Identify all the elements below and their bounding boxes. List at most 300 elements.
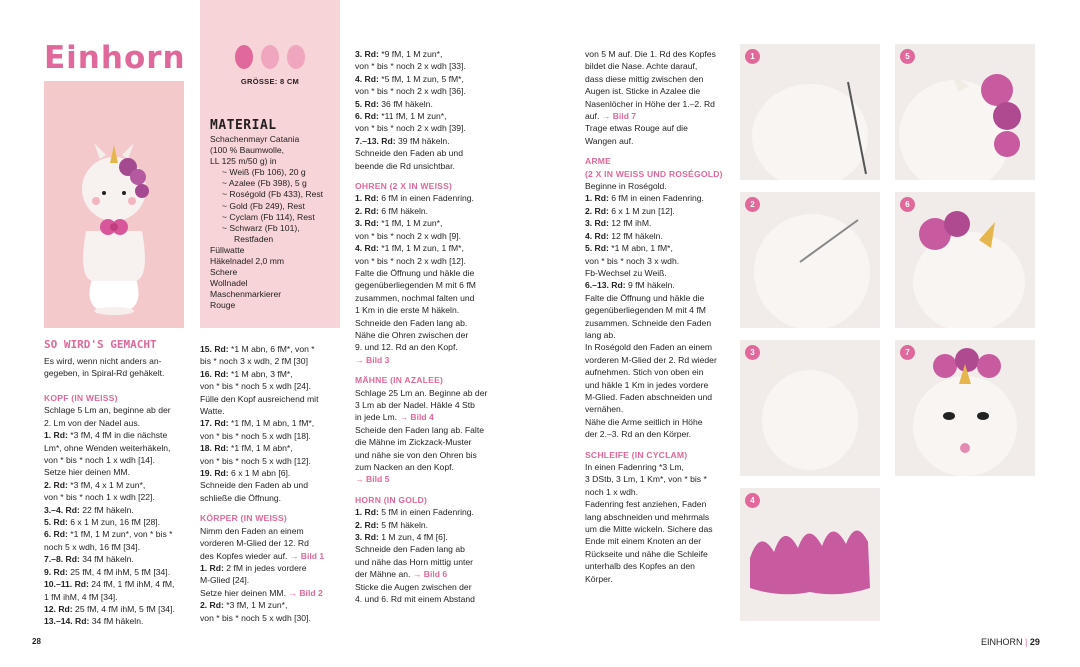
instruction-text: 6 fM in einen Fadenring. xyxy=(608,193,704,204)
step-badge: 2 xyxy=(745,197,760,212)
instruction-text: 6 x 1 M abn [6]. xyxy=(228,468,291,479)
instruction-text: Wangen auf. xyxy=(585,135,634,146)
unicorn-photo xyxy=(44,81,184,328)
instruction-text: der Mähne an. xyxy=(355,569,411,580)
instruction-text: 39 fM häkeln. xyxy=(395,135,450,146)
instruction-line xyxy=(585,279,730,291)
instruction-line xyxy=(44,566,194,578)
instruction-text: auf. xyxy=(585,111,600,122)
round-label: 1. Rd: xyxy=(200,562,224,573)
instruction-text: 1 M zun, 4 fM [6]. xyxy=(378,532,448,543)
instruction-line xyxy=(585,60,730,72)
instruction-line xyxy=(355,267,500,279)
instruction-text: Trage etwas Rouge auf die xyxy=(585,123,688,134)
instruction-text: Watte. xyxy=(200,406,225,417)
instruction-line xyxy=(585,535,730,547)
instruction-text: M-Glied [24]. xyxy=(200,575,250,586)
spacer xyxy=(355,486,500,494)
instruction-line xyxy=(585,329,730,341)
instruction-line xyxy=(355,341,500,353)
instruction-line xyxy=(585,379,730,391)
instruction-text: Nähe die Ohren zwischen der xyxy=(355,329,469,340)
instruction-text: die Mähne im Zickzack-Muster xyxy=(355,437,472,448)
instruction-line xyxy=(355,593,500,605)
image-reference: → Bild 3 xyxy=(355,354,390,365)
instruction-line xyxy=(355,399,500,411)
round-label: 5. Rd: xyxy=(585,243,609,254)
instruction-line xyxy=(44,442,194,454)
instruction-text: von * bis * noch 3 x wdh. xyxy=(585,255,680,266)
instruction-line xyxy=(355,581,500,593)
instruction-line xyxy=(355,304,500,316)
instructions-intro xyxy=(44,355,192,380)
instruction-line xyxy=(585,498,730,510)
instruction-line xyxy=(355,192,500,204)
instruction-line xyxy=(200,525,340,537)
spacer xyxy=(200,504,340,512)
instruction-line xyxy=(585,192,730,204)
step-badge: 3 xyxy=(745,345,760,360)
instruction-line xyxy=(355,73,500,85)
instruction-text: Fadenring fest anziehen, Faden xyxy=(585,499,707,510)
instruction-line xyxy=(355,85,500,97)
instruction-text: noch 1 x wdh. xyxy=(585,486,639,497)
instruction-text: 34 fM häkeln. xyxy=(79,554,134,565)
round-label: 3. Rd: xyxy=(355,532,379,543)
step-badge: 6 xyxy=(900,197,915,212)
text-column-3 xyxy=(355,48,500,605)
material-item: ~ Azalee (Fb 398), 5 g xyxy=(222,178,307,189)
instruction-text: vernähen. xyxy=(585,404,624,415)
page-number-right: 29 xyxy=(1029,637,1040,647)
instruction-text: *1 M abn, 3 fM*, xyxy=(228,368,293,379)
material-item: LL 125 m/50 g) in xyxy=(210,156,277,167)
instruction-line xyxy=(355,205,500,217)
instruction-text: 1 Km in die erste M häkeln. xyxy=(355,305,460,316)
instruction-text: *3 fM, 4 x 1 M zun*, xyxy=(67,479,146,490)
instruction-text: *1 fM, 1 M zun*, von * bis * xyxy=(67,529,173,540)
instruction-line xyxy=(200,405,340,417)
instruction-line xyxy=(200,417,340,429)
image-reference: → Bild 4 xyxy=(397,412,434,423)
instruction-text: In einen Fadenring *3 Lm, xyxy=(585,462,684,472)
instruction-line xyxy=(200,343,340,355)
instruction-line xyxy=(585,217,730,229)
instruction-text: von * bis * noch 5 x wdh [12]. xyxy=(200,455,311,466)
instruction-text: 6 x 1 M zun, 16 fM [28]. xyxy=(67,517,161,528)
step-photo-7 xyxy=(895,340,1035,476)
instruction-text: und nähe das Horn mittig unter xyxy=(355,556,473,567)
instruction-text: lang abschneiden und mehrmals xyxy=(585,511,710,522)
instruction-line xyxy=(585,304,730,316)
instruction-line xyxy=(355,543,500,555)
image-reference: → Bild 2 xyxy=(285,587,323,598)
instruction-line xyxy=(585,230,730,242)
size-label: GRÖSSE: 8 CM xyxy=(240,77,300,86)
spacer xyxy=(585,441,730,449)
instruction-line xyxy=(585,391,730,403)
instruction-text: vorderen M-Glied der 12. Rd xyxy=(200,538,309,549)
material-item: ~ Gold (Fb 249), Rest xyxy=(222,200,305,211)
instruction-text: in jede Lm. xyxy=(355,412,398,423)
round-label: 9. Rd: xyxy=(44,566,68,577)
instruction-text: 22 fM häkeln. xyxy=(79,504,134,515)
instruction-line xyxy=(200,380,340,392)
round-label: 1. Rd: xyxy=(44,430,68,441)
instruction-line xyxy=(200,537,340,549)
instruction-text: *1 fM, 1 M abn, 1 fM*, xyxy=(228,418,315,429)
instruction-text: des Kopfes wieder auf. xyxy=(200,550,288,561)
instruction-text: 25 fM, 4 fM ihM, 5 fM [34]. xyxy=(67,566,171,577)
running-footer xyxy=(981,637,1040,647)
instruction-text: 9. und 12. Rd an den Kopf. xyxy=(355,342,458,353)
spacer xyxy=(355,366,500,374)
instruction-text: 12 fM ihM. xyxy=(608,218,652,229)
instruction-text: 25 fM, 4 fM ihM, 5 fM [34]. xyxy=(72,603,175,614)
instruction-text: Ende mit einem Knoten an der xyxy=(585,536,702,547)
text-column-4 xyxy=(585,48,730,585)
page-number-left: 28 xyxy=(32,637,41,646)
instruction-text: unterhalb des Kopfes an den xyxy=(585,561,695,572)
instruction-text: Falte die Öffnung und häkle die xyxy=(355,267,475,278)
size-egg-icons xyxy=(232,44,308,70)
material-item: (100 % Baumwolle, xyxy=(210,145,285,156)
round-label: 3.–4. Rd: xyxy=(44,504,80,515)
round-label: 3. Rd: xyxy=(355,49,379,59)
instruction-line xyxy=(585,135,730,147)
material-item: Rouge xyxy=(210,300,236,311)
instruction-text: 6 fM häkeln. xyxy=(378,205,429,216)
intro-line: Es wird, wenn nicht anders an- xyxy=(44,356,162,366)
instruction-line xyxy=(44,479,194,491)
instruction-line xyxy=(44,553,194,565)
step-photo-1 xyxy=(740,44,880,180)
instruction-text: 2. Lm von der Nadel aus. xyxy=(44,417,141,428)
instruction-line xyxy=(585,416,730,428)
material-item: Wollnadel xyxy=(210,278,248,289)
footer-chapter: EINHORN xyxy=(981,637,1023,647)
instruction-text: *3 fM, 4 fM in die nächste xyxy=(67,430,168,441)
instruction-text: noch 5 x wdh, 16 fM [34]. xyxy=(44,541,141,552)
round-label: 7.–8. Rd: xyxy=(44,554,80,565)
material-heading: MATERIAL xyxy=(210,118,277,133)
instruction-text: lang ab. xyxy=(585,329,616,340)
instruction-line xyxy=(355,461,500,473)
instruction-text: 5 fM häkeln. xyxy=(378,519,429,530)
instruction-text: *3 fM, 1 M zun*, xyxy=(223,600,288,611)
instruction-line xyxy=(585,267,730,279)
instruction-text: *11 fM, 1 M zun*, xyxy=(378,111,447,122)
step-photo-3 xyxy=(740,340,880,476)
instruction-line xyxy=(355,147,500,159)
instruction-text: Rückseite und nähe die Schleife xyxy=(585,548,708,559)
material-list xyxy=(210,134,338,312)
instruction-line xyxy=(44,615,194,627)
spacer xyxy=(585,147,730,155)
round-label: 4. Rd: xyxy=(585,230,609,241)
instruction-line xyxy=(355,242,500,254)
footer-separator: | xyxy=(1025,637,1028,647)
instruction-line xyxy=(44,516,194,528)
instruction-text: 3 Lm ab der Nadel. Häkle 4 Stb xyxy=(355,399,475,410)
step-badge: 7 xyxy=(900,345,915,360)
instruction-line xyxy=(355,506,500,518)
instruction-line xyxy=(200,562,340,574)
instruction-text: 1 fM ihM, 4 fM [34]. xyxy=(44,591,118,602)
instruction-text: 12 fM häkeln. xyxy=(608,230,663,241)
instruction-text: *1 M abn, 1 fM*, xyxy=(608,243,673,254)
page-title: Einhorn xyxy=(44,40,186,76)
instruction-text: um die Mitte wickeln. Sichere das xyxy=(585,524,713,535)
instruction-text: 24 fM, 1 fM ihM, 4 fM, xyxy=(88,579,175,590)
instruction-line xyxy=(44,591,194,603)
instruction-line xyxy=(585,292,730,304)
instruction-text: 6 x 1 M zun [12]. xyxy=(608,205,675,216)
instruction-line xyxy=(44,454,194,466)
round-label: 5. Rd: xyxy=(355,98,379,109)
round-label: 2. Rd: xyxy=(44,479,68,490)
instruction-line xyxy=(200,393,340,405)
instruction-text: von * bis * noch 1 x wdh [14]. xyxy=(44,455,155,466)
step-badge: 4 xyxy=(745,493,760,508)
instruction-line xyxy=(585,511,730,523)
section-heading: MÄHNE (IN AZALEE) xyxy=(355,375,444,386)
image-reference: → Bild 5 xyxy=(355,474,390,485)
instruction-line xyxy=(585,548,730,560)
instruction-line xyxy=(585,317,730,329)
instruction-line xyxy=(355,317,500,329)
instruction-line xyxy=(200,492,340,504)
instruction-line xyxy=(585,523,730,535)
instruction-line xyxy=(585,242,730,254)
instruction-text: Sticke die Augen zwischen der xyxy=(355,581,472,592)
instruction-line xyxy=(200,587,340,599)
instruction-line xyxy=(355,292,500,304)
round-label: 2. Rd: xyxy=(355,519,379,530)
instruction-line xyxy=(585,428,730,440)
instruction-text: *1 M abn, 6 fM*, von * xyxy=(228,344,315,354)
instruction-line xyxy=(355,135,500,147)
instruction-line xyxy=(585,48,730,60)
instruction-line xyxy=(200,430,340,442)
instruction-line xyxy=(44,429,194,441)
round-label: 3. Rd: xyxy=(585,218,609,229)
instruction-text: Beginne in Roségold. xyxy=(585,181,667,192)
section-heading: KOPF (IN WEISS) xyxy=(44,393,118,403)
instruction-line xyxy=(585,473,730,485)
round-label: 15. Rd: xyxy=(200,344,229,354)
instruction-line xyxy=(355,473,500,485)
instruction-line xyxy=(355,255,500,267)
instruction-text: und nähe sie von den Ohren bis xyxy=(355,449,477,460)
instruction-text: gegenüberliegenden M mit 4 fM xyxy=(585,305,706,316)
instruction-text: Schlage 25 Lm an. Beginne ab der xyxy=(355,387,488,398)
instruction-line xyxy=(355,556,500,568)
round-label: 6. Rd: xyxy=(44,529,68,540)
instruction-text: zum Nacken an den Kopf. xyxy=(355,462,454,472)
instruction-line xyxy=(200,368,340,380)
material-item: ~ Schwarz (Fb 101), xyxy=(222,222,300,233)
instruction-line xyxy=(585,354,730,366)
section-heading: KÖRPER (IN WEISS) xyxy=(200,513,287,524)
material-item: ~ Cyclam (Fb 114), Rest xyxy=(222,211,315,222)
step-photo-2 xyxy=(740,192,880,328)
instruction-line xyxy=(585,122,730,134)
round-label: 1. Rd: xyxy=(585,193,609,204)
instruction-text: 6 fM in einen Fadenring. xyxy=(378,193,474,204)
material-item: Schere xyxy=(210,267,238,278)
text-column-1 xyxy=(44,392,194,628)
instruction-line xyxy=(44,528,194,540)
image-reference: → Bild 7 xyxy=(599,111,637,122)
instruction-text: Schneide den Faden ab und xyxy=(200,480,308,491)
section-heading: SCHLEIFE (IN CYCLAM) xyxy=(585,449,688,460)
instruction-line xyxy=(585,98,730,110)
step-badge: 1 xyxy=(745,49,760,64)
instruction-text: M-Glied. Faden abschneiden und xyxy=(585,391,713,402)
instruction-line xyxy=(585,486,730,498)
instruction-line xyxy=(585,73,730,85)
instruction-text: von * bis * noch 5 x wdh [18]. xyxy=(200,430,311,441)
instruction-text: 36 fM häkeln. xyxy=(378,98,433,109)
instruction-text: Schneide den Faden lang ab. xyxy=(355,317,468,328)
image-reference: → Bild 1 xyxy=(287,550,325,561)
step-photo-5 xyxy=(895,44,1035,180)
instruction-line xyxy=(355,122,500,134)
round-label: 2. Rd: xyxy=(200,600,224,611)
material-item: Restfaden xyxy=(234,233,274,244)
instruction-line xyxy=(355,98,500,110)
instruction-line xyxy=(355,568,500,580)
round-label: 19. Rd: xyxy=(200,468,229,479)
round-label: 6.–13. Rd: xyxy=(585,280,626,291)
instruction-text: 5 fM in einen Fadenring. xyxy=(378,507,474,518)
instruction-line xyxy=(585,110,730,122)
instruction-line xyxy=(44,404,194,416)
instruction-text: *9 fM, 1 M zun*, xyxy=(378,49,443,59)
instruction-line xyxy=(355,436,500,448)
instruction-text: Nähe die Arme seitlich in Höhe xyxy=(585,416,703,427)
material-item: Schachenmayr Catania xyxy=(210,134,300,144)
step-photo-6 xyxy=(895,192,1035,328)
section-heading: (2 X IN WEISS UND ROSÉGOLD) xyxy=(585,168,723,179)
instruction-line xyxy=(200,442,340,454)
instruction-text: Falte die Öffnung und häkle die xyxy=(585,292,705,303)
instruction-text: beende die Rd unsichtbar. xyxy=(355,160,455,171)
round-label: 4. Rd: xyxy=(355,73,379,84)
instruction-line xyxy=(44,504,194,516)
round-label: 7.–13. Rd: xyxy=(355,135,396,146)
section-heading: OHREN (2 X IN WEISS) xyxy=(355,181,453,192)
material-item: Häkelnadel 2,0 mm xyxy=(210,256,285,267)
instruction-line xyxy=(200,574,340,586)
round-label: 13.–14. Rd: xyxy=(44,616,90,627)
instruction-text: Nasenlöcher in Höhe der 1.–2. Rd xyxy=(585,98,715,109)
round-label: 2. Rd: xyxy=(585,205,609,216)
instruction-text: von * bis * noch 2 x wdh [39]. xyxy=(355,123,466,134)
instruction-text: vorderen M-Glied der 2. Rd wieder xyxy=(585,354,717,365)
instruction-text: von * bis * noch 2 x wdh [33]. xyxy=(355,61,466,72)
instruction-text: von * bis * noch 2 x wdh [12]. xyxy=(355,255,466,266)
instruction-text: Körper. xyxy=(585,573,613,584)
instruction-line xyxy=(200,455,340,467)
instruction-text: zusammen. Schneide den Faden xyxy=(585,317,712,328)
section-heading: ARME xyxy=(585,156,612,167)
instruction-line xyxy=(585,366,730,378)
material-item: Füllwatte xyxy=(210,244,245,255)
instruction-text: Nimm den Faden an einem xyxy=(200,525,304,536)
instruction-text: von * bis * noch 2 x wdh [9]. xyxy=(355,230,462,241)
instruction-line xyxy=(585,255,730,267)
instruction-line xyxy=(585,341,730,353)
instruction-line xyxy=(585,403,730,415)
instruction-text: gegenüberliegenden M mit 6 fM xyxy=(355,280,476,291)
image-reference: → Bild 6 xyxy=(410,569,448,580)
instruction-text: 34 fM häkeln. xyxy=(89,616,144,627)
instruction-line xyxy=(355,519,500,531)
instruction-text: schließe die Öffnung. xyxy=(200,492,282,503)
instruction-line xyxy=(200,479,340,491)
instruction-line xyxy=(44,466,194,478)
round-label: 12. Rd: xyxy=(44,603,73,614)
instruction-line xyxy=(585,85,730,97)
round-label: 1. Rd: xyxy=(355,507,379,518)
intro-line: gegeben, in Spiral-Rd gehäkelt. xyxy=(44,368,165,379)
instruction-line xyxy=(200,612,340,624)
step-badge: 5 xyxy=(900,49,915,64)
instruction-text: aufnehmen. Stich von oben ein xyxy=(585,367,704,378)
text-column-2 xyxy=(200,343,340,624)
instruction-text: 2 fM in jedes vordere xyxy=(223,562,307,573)
instruction-line xyxy=(585,205,730,217)
instruction-line xyxy=(355,230,500,242)
material-item: ~ Roségold (Fb 433), Rest xyxy=(222,189,324,200)
instruction-text: 4. und 6. Rd mit einem Abstand xyxy=(355,594,475,605)
instruction-line xyxy=(355,449,500,461)
round-label: 18. Rd: xyxy=(200,443,229,454)
instruction-text: bis * noch 3 x wdh, 2 fM [30] xyxy=(200,356,308,367)
round-label: 16. Rd: xyxy=(200,368,229,379)
instruction-text: der 2.–3. Rd an den Körper. xyxy=(585,429,692,440)
round-label: 6. Rd: xyxy=(355,111,379,122)
round-label: 2. Rd: xyxy=(355,205,379,216)
instruction-text: bildet die Nase. Achte darauf, xyxy=(585,61,698,72)
instruction-text: von * bis * noch 1 x wdh [22]. xyxy=(44,492,155,503)
instruction-line xyxy=(585,573,730,585)
instruction-text: Schlage 5 Lm an, beginne ab der xyxy=(44,405,171,416)
instruction-text: zusammen, nochmal falten und xyxy=(355,292,475,303)
instruction-text: *5 fM, 1 M zun, 5 fM*, xyxy=(378,73,464,84)
instruction-line xyxy=(200,550,340,562)
instruction-text: In Roségold den Faden an einem xyxy=(585,342,713,353)
round-label: 1. Rd: xyxy=(355,193,379,204)
instruction-line xyxy=(355,531,500,543)
section-heading: HORN (IN GOLD) xyxy=(355,494,428,505)
instruction-line xyxy=(200,599,340,611)
material-item: Maschenmarkierer xyxy=(210,289,282,300)
instruction-line xyxy=(44,491,194,503)
instruction-line xyxy=(355,60,500,72)
instruction-text: Fülle den Kopf ausreichend mit xyxy=(200,393,319,404)
round-label: 5. Rd: xyxy=(44,517,68,528)
instruction-text: von * bis * noch 5 x wdh [30]. xyxy=(200,612,311,623)
instruction-line xyxy=(585,560,730,572)
instruction-text: 3 DStb, 3 Lm, 1 Km*, von * bis * xyxy=(585,474,707,485)
instruction-line xyxy=(355,411,500,423)
instruction-text: Scheide den Faden lang ab. Falte xyxy=(355,424,484,435)
instruction-line xyxy=(355,160,500,172)
instruction-text: Lm*, ohne Wenden weiterhäkeln, xyxy=(44,442,171,453)
